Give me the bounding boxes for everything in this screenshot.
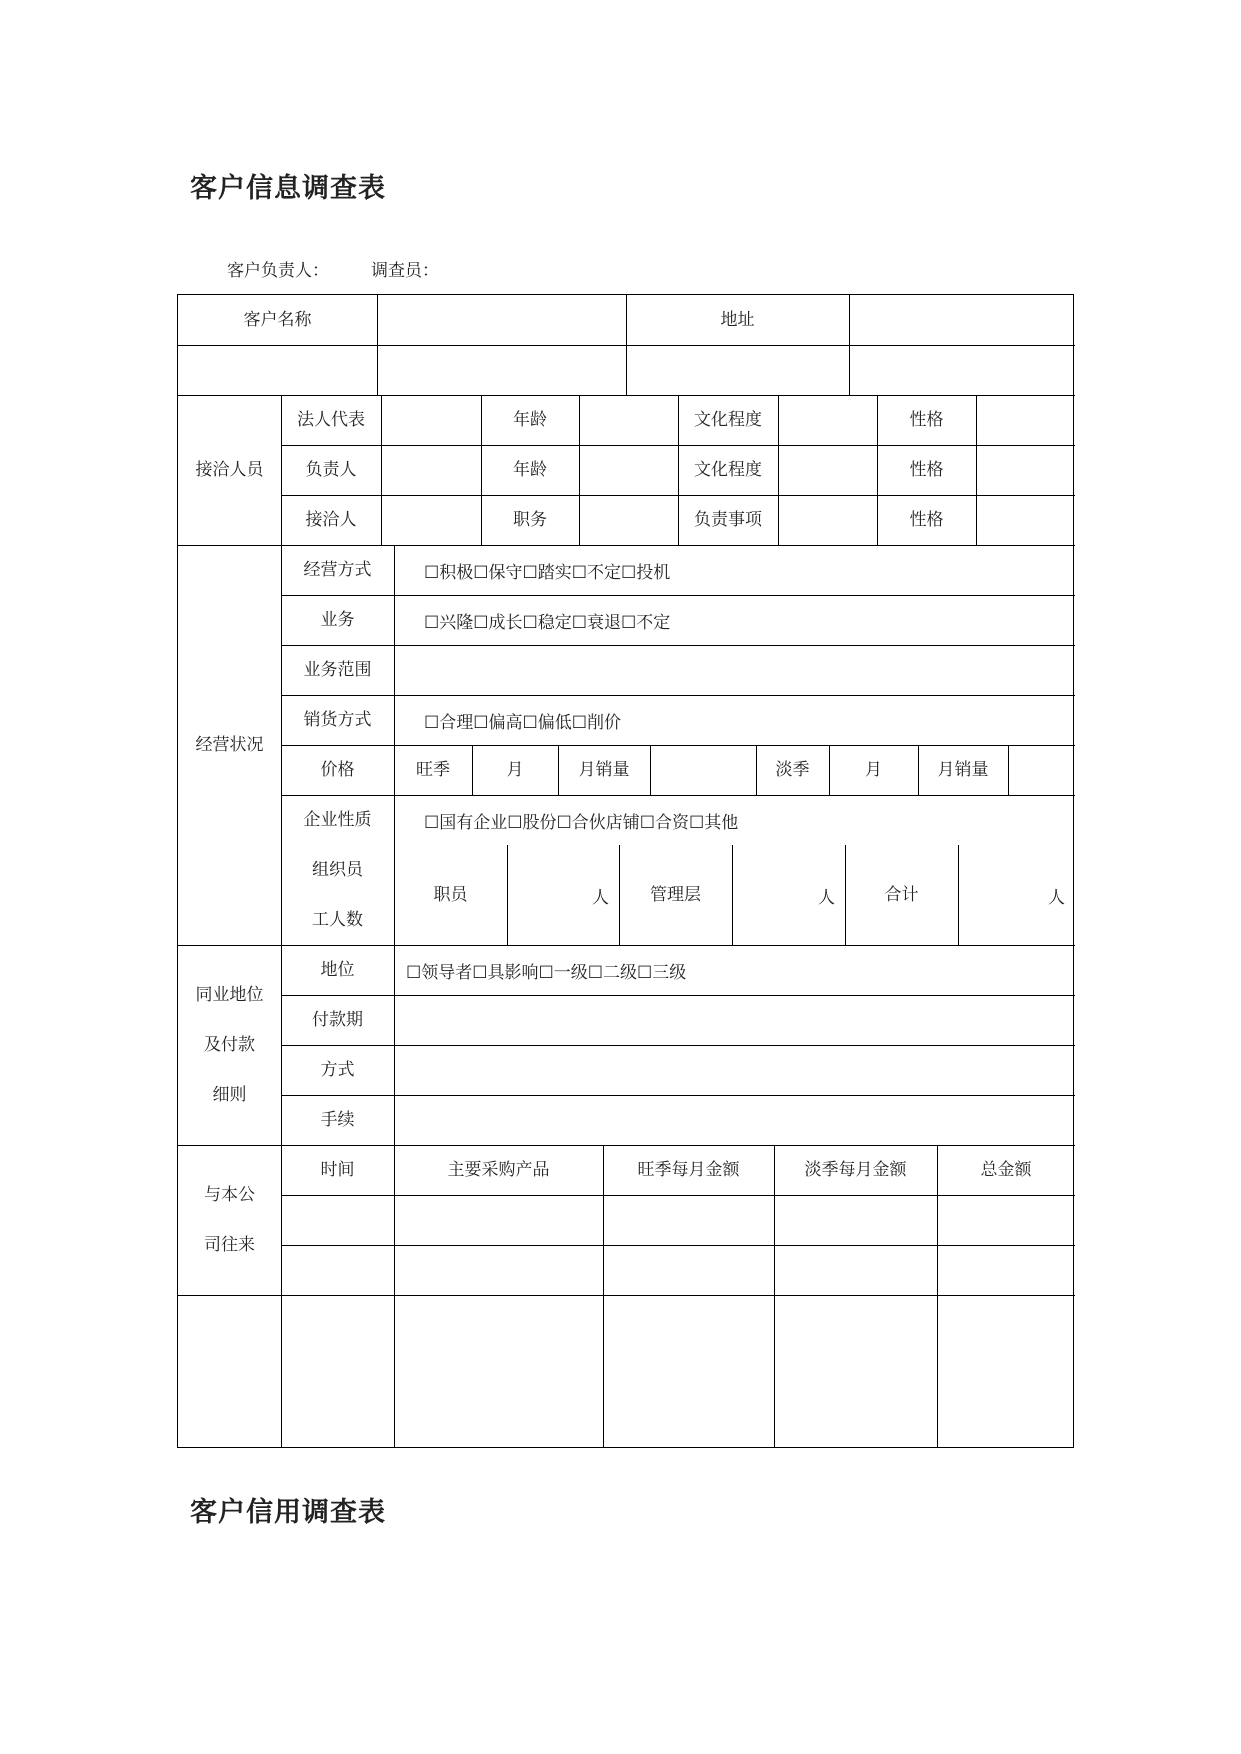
off-amount-header: 淡季每月金额 <box>804 1159 907 1180</box>
monthly-sales-label: 月销量 <box>578 759 630 780</box>
table-cell[interactable] <box>394 1195 603 1245</box>
peak-sales-field[interactable] <box>650 745 756 795</box>
personality-label: 性格 <box>909 459 944 480</box>
month-label: 月 <box>506 759 524 780</box>
personality-field[interactable] <box>976 445 1075 495</box>
management-unit[interactable]: 人 <box>818 887 835 908</box>
education-field[interactable] <box>778 445 877 495</box>
investigator-label: 调查员： <box>371 261 439 281</box>
monthly-sales-label: 月销量 <box>937 759 989 780</box>
age-field[interactable] <box>579 395 678 445</box>
education-label: 文化程度 <box>694 459 762 480</box>
nature-label: 企业性质 <box>303 809 372 830</box>
total-label: 合计 <box>884 884 919 905</box>
business-label: 业务 <box>320 609 355 630</box>
personality-label: 性格 <box>909 409 944 430</box>
nature-options[interactable]: ☐国有企业☐股份☐合伙店铺☐合资☐其他 <box>424 812 739 833</box>
responsible-field[interactable] <box>381 445 481 495</box>
customer-responsible-label: 客户负责人： <box>227 261 329 281</box>
peak-season-label: 旺季 <box>416 759 450 780</box>
scope-field[interactable] <box>424 645 1064 695</box>
customer-name-label: 客户名称 <box>243 309 312 330</box>
total-unit[interactable]: 人 <box>1048 887 1065 908</box>
position-label: 职务 <box>513 509 547 530</box>
staff-count-label: 组织员 工人数 <box>312 860 363 930</box>
peer-section-label: 同业地位 及付款 细则 <box>195 985 264 1105</box>
credit-survey-title: 客户信用调查表 <box>190 1497 386 1528</box>
duties-field[interactable] <box>778 495 877 545</box>
age-label: 年龄 <box>513 459 547 480</box>
staff-unit[interactable]: 人 <box>592 887 609 908</box>
duties-label: 负责事项 <box>694 509 762 530</box>
product-header: 主要采购产品 <box>447 1159 550 1180</box>
table-cell[interactable] <box>937 1245 1075 1295</box>
scope-label: 业务范围 <box>303 659 372 680</box>
responsible-label: 负责人 <box>305 459 357 480</box>
personality-label: 性格 <box>909 509 944 530</box>
procedure-label: 手续 <box>320 1109 355 1130</box>
age-field[interactable] <box>579 445 678 495</box>
payment-way-label: 方式 <box>320 1059 355 1080</box>
off-sales-field[interactable] <box>1008 745 1075 795</box>
position-field[interactable] <box>579 495 678 545</box>
personality-field[interactable] <box>976 395 1075 445</box>
table-cell[interactable] <box>281 1245 394 1295</box>
table-cell[interactable] <box>603 1245 774 1295</box>
business-options[interactable]: ☐兴隆☐成长☐稳定☐衰退☐不定 <box>424 612 671 633</box>
sales-method-label: 销货方式 <box>303 709 372 730</box>
management-label: 管理层 <box>650 884 701 905</box>
method-label: 经营方式 <box>303 559 372 580</box>
peer-position-options[interactable]: ☐领导者☐具影响☐一级☐二级☐三级 <box>406 962 687 983</box>
month-label: 月 <box>865 759 882 780</box>
contact-section-label: 接洽人员 <box>195 459 264 480</box>
staff-label: 职员 <box>433 884 468 905</box>
price-label: 价格 <box>320 759 355 780</box>
table-cell[interactable] <box>281 1195 394 1245</box>
customer-info-table <box>177 294 1074 1448</box>
total-amount-header: 总金额 <box>980 1159 1032 1180</box>
trade-section-label: 与本公 司往来 <box>204 1185 255 1255</box>
contact-person-field[interactable] <box>381 495 481 545</box>
table-cell[interactable] <box>774 1195 937 1245</box>
table-cell[interactable] <box>603 1195 774 1245</box>
sales-method-options[interactable]: ☐合理☐偏高☐偏低☐削价 <box>424 712 621 733</box>
address-label: 地址 <box>720 309 755 330</box>
time-header: 时间 <box>320 1159 355 1180</box>
customer-name-field[interactable] <box>377 295 626 345</box>
page-title: 客户信息调查表 <box>190 173 386 204</box>
education-label: 文化程度 <box>694 409 762 430</box>
method-options[interactable]: ☐积极☐保守☐踏实☐不定☐投机 <box>424 562 671 583</box>
contact-person-label: 接洽人 <box>305 509 357 530</box>
table-cell[interactable] <box>394 1245 603 1295</box>
operation-section-label: 经营状况 <box>195 734 264 755</box>
legal-rep-field[interactable] <box>381 395 481 445</box>
payment-period-field[interactable] <box>406 995 1066 1045</box>
peer-position-label: 地位 <box>320 959 355 980</box>
legal-rep-label: 法人代表 <box>297 409 365 430</box>
peak-amount-header: 旺季每月金额 <box>637 1159 740 1180</box>
payment-way-field[interactable] <box>406 1045 1066 1095</box>
procedure-field[interactable] <box>406 1095 1066 1145</box>
off-season-label: 淡季 <box>775 759 810 780</box>
education-field[interactable] <box>778 395 877 445</box>
payment-period-label: 付款期 <box>312 1009 363 1030</box>
table-cell[interactable] <box>937 1195 1075 1245</box>
personality-field[interactable] <box>976 495 1075 545</box>
table-cell[interactable] <box>774 1245 937 1295</box>
address-field[interactable] <box>849 295 1075 345</box>
age-label: 年龄 <box>513 409 547 430</box>
